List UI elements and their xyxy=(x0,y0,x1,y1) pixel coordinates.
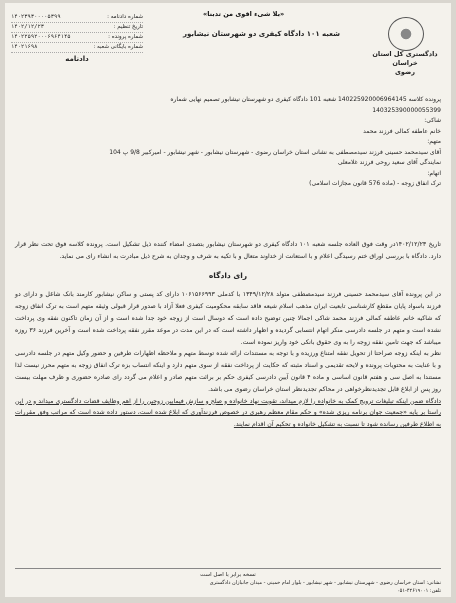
case-info-line: متهم: xyxy=(427,138,441,145)
case-info-line: ترک انفاق زوجه - (ماده 576 قانون مجازات اسلامی) xyxy=(309,180,441,187)
meta-row: شماره پرونده : ۱۴۰۲۲۵۹۲۰۰۰۶۹۶۴۱۴۵ xyxy=(11,33,143,43)
verdict-body xyxy=(15,239,441,431)
header-motto: «بلا شیء اقوی من تدبنا» xyxy=(203,10,285,18)
document-type-label: دادنامه xyxy=(65,55,89,63)
document-footer xyxy=(15,568,441,595)
case-info-line: نمایندگی آقای سعید روحی فرزند غلامعلی xyxy=(337,159,441,166)
org-name-line-2: رضوی xyxy=(394,68,416,76)
case-info-line: آقای سیدمحمد حسینی فرزند سیدمصطفی به نشانی استان خراسان رضوی - شهرستان نیشابور - شهر نیشابور - امیرکبیر 9/8 پ 104 xyxy=(109,148,441,156)
verdict-paragraph: نظر به اینکه زوجه صراحتا از تحویل نفقه امتناع ورزیده و با توجه به مستندات ارائه شده توسط متهم و ملاحظه اظهارات طرفین و حضور وکیل متهم در جلسه دادرسی و با عنایت به محتویات پرونده و لایحه تقدیمی و اسناد مثبته که حکایت از پرداخت نفقه از سوی متهم دارد و اینکه انتساب بزه ترک انفاق زوجه به متهم محرز نیست لذا مستندا به اصل سی و هفتم قانون اساسی و ماده ۴ قانون آیین دادرسی کیفری حکم بر برائت متهم صادر و اعلام می گردد رای صادره حضوری و ظرف مهلت بیست روز پس از ابلاغ قابل تجدیدنظرخواهی در محاکم تجدیدنظر استان خراسان رضوی می باشد. xyxy=(15,350,441,393)
case-info xyxy=(15,95,441,190)
case-info-line: خانم عاطفه کمالی فرزند محمد xyxy=(363,127,441,135)
case-info-line: پرونده کلاسه 140225920006964145 شعبه 101 دادگاه کیفری دو شهرستان نیشابور تصمیم نهایی شماره xyxy=(170,96,441,103)
org-name-line-1: دادگستری کل استان خراسان xyxy=(372,50,438,67)
intro-paragraph: تاریخ ۱۴۰۲/۱۲/۲۳در وقت فوق العاده جلسه شعبه ۱۰۱ دادگاه کیفری دو شهرستان نیشابور بتصدی امضاء کننده ذیل تشکیل است. پرونده کلاسه فوق تحت نظر قرار دارد. دادگاه با بررسی اوراق ختم رسیدگی اعلام و با استعانت از خداوند متعال و با تکیه به شرف و وجدان به شرح ذیل مبادرت به انشاء رای می نماید. xyxy=(15,241,441,260)
organization-name xyxy=(366,50,444,77)
case-info-line: 140325390000055399 xyxy=(372,106,441,114)
case-info-line: اتهام: xyxy=(427,169,441,177)
court-branch-title: شعبه ۱۰۱ دادگاه کیفری دو شهرستان نیشابور xyxy=(183,30,340,38)
document-metadata xyxy=(11,13,143,64)
meta-row: تاریخ تنظیم : ۱۴۰۲/۱۲/۲۳ xyxy=(11,23,143,33)
certified-copy-note: نسخه برابر با اصل است xyxy=(200,572,256,578)
verdict-section-title: رای دادگاه xyxy=(208,270,248,280)
meta-row: شماره بایگانی شعبه : ۱۴۰۲۱۶۹۸ xyxy=(11,43,143,53)
court-document-page xyxy=(5,3,451,597)
court-address: نشانی: استان خراسان رضوی - شهرستان نیشابور - شهر نیشابور - بلوار امام خمینی - میدان جانبازان دادگستری xyxy=(209,580,441,586)
case-info-line: شاکی: xyxy=(424,117,441,124)
meta-row: شماره دادنامه : ۱۴۰۲۳۹۳۰۰۰۰۵۳۹۹ xyxy=(11,13,143,23)
verdict-paragraph: در این پرونده آقای سیدمحمد حسینی فرزند سیدمصطفی متولد ۱۳۴۹/۱۲/۲۸ با کدملی ۱۰۶۱۵۶۶۹۹۳ دارای کد پستی و ساکن نیشابور کارمند بانک شاغل و دارای دو فرزند باسواد پایان مقطع کارشناسی تابعیت ایران مذهب اسلام شیعه فاقد سابقه محکومیت کیفری فعلا آزاد با صدور قرار قبولی وثیقه متهم است به ترک انفاق زوجه که شاکیه خانم عاطفه کمالی فرزند محمد شاکی اجمالا چنین توضیح داده است که دوسال است از زوجه خود جدا شده است و از آن زمان تاکنون نفقه وی پرداخت نشده است و متهم در جلسه دادرسی منکر اتهام انتسابی گردیده و اظهار داشته است که در این مدت در موعد مقرر نفقه پرداخت شده است و آخرین فرزند ۳۶ روزه میباشد که جهت تامین نفقه زوجه را به وی حقوق بانکی خود واریز نموده است. xyxy=(15,291,441,346)
document-header xyxy=(5,3,451,91)
judiciary-emblem-icon xyxy=(388,17,424,51)
verdict-paragraph: دادگاه ضمن اینکه تبلیغات ترویج کمک به خانواده را لازم میداند، تقویت نهاد خانواده و صلح و سازش فیمابین زوجین را از اهم وظایف قضات دادگستری میداند و در این راستا بر پایه «جمعیت جوان برنامه ریزی شده» و حکم مقام معظم رهبری در خصوص فرزندآوری که ابلاغ شده است، دستور داده شده است که مراتب وفق مقررات به اطلاع طرفین رسانده شود تا نسبت به تشکیل خانواده و تحکیم آن اقدام نمایند. xyxy=(15,397,441,429)
court-phone: تلفن: ۴۲۶۱۹۰۰۱-۰۵۱ xyxy=(396,588,441,594)
